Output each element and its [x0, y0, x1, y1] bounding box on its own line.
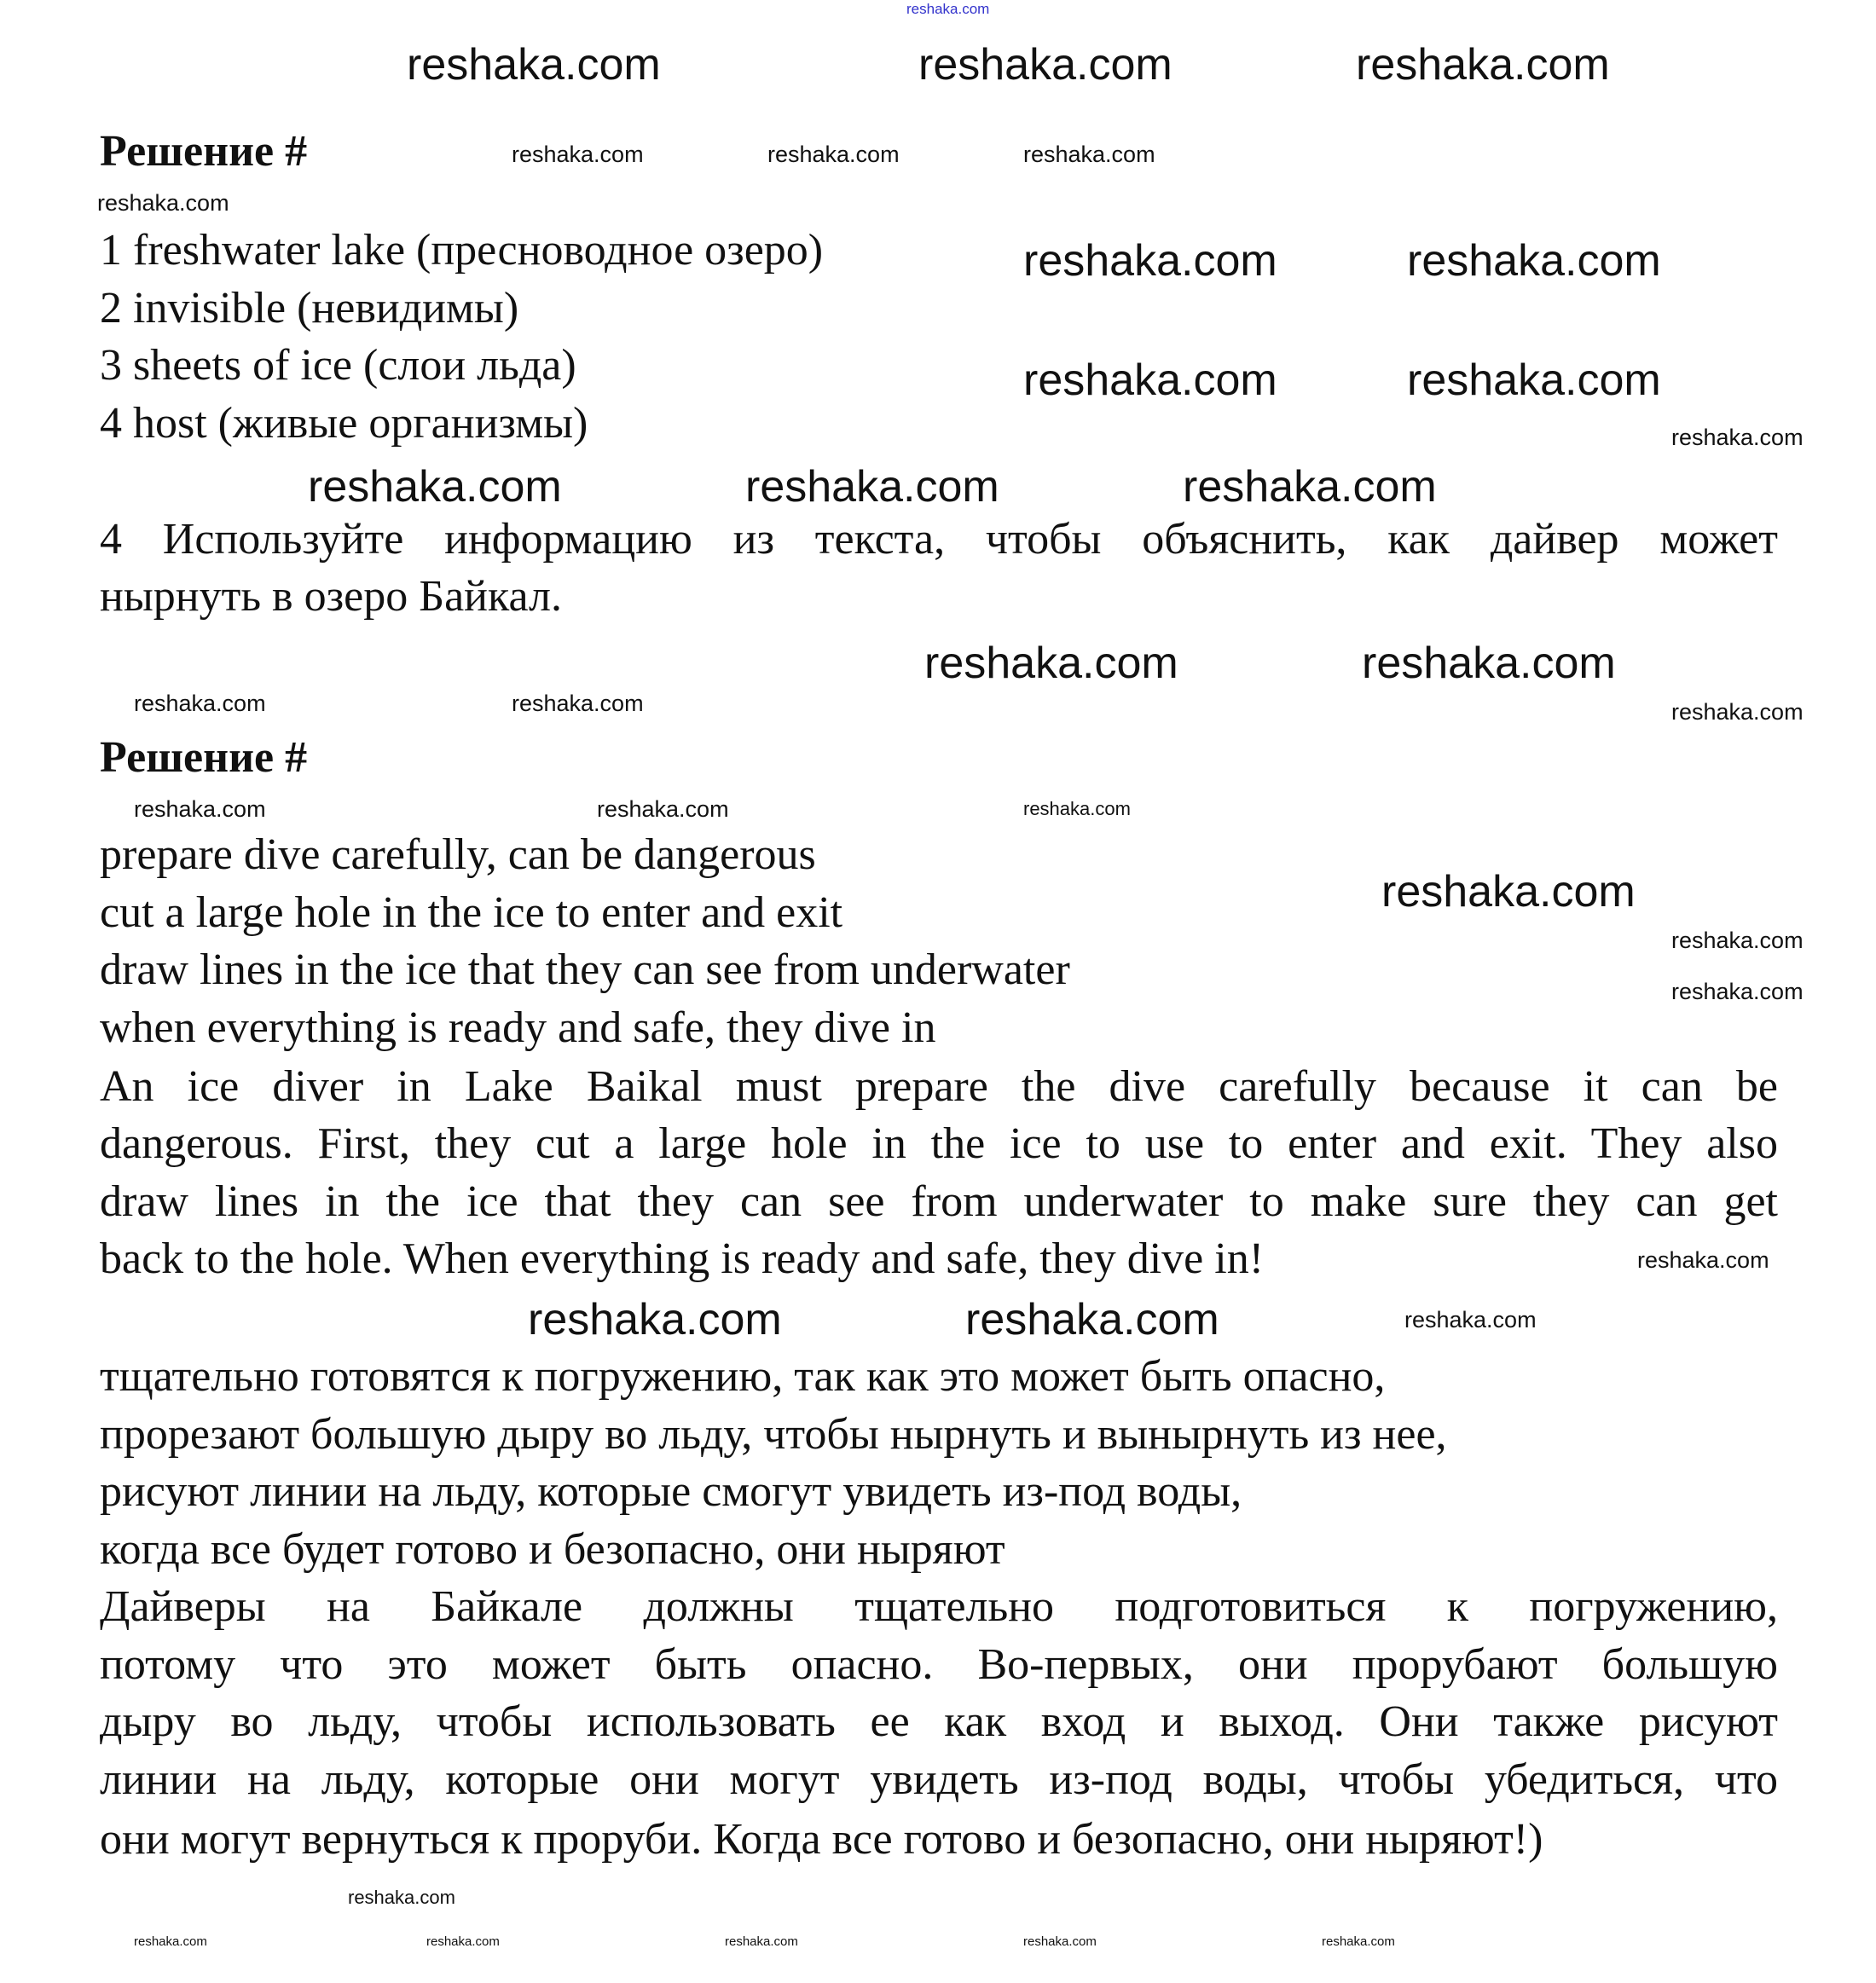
watermark: reshaka.com	[426, 1934, 500, 1949]
paragraph-en-line-4: back to the hole. When everything is ready and safe, they dive in!	[100, 1234, 1265, 1283]
watermark: reshaka.com	[745, 462, 999, 512]
answer-item-4: 4 host (живые организмы)	[100, 399, 588, 448]
solution-heading-2: Решение #	[100, 733, 308, 782]
watermark: reshaka.com	[348, 1887, 455, 1908]
answer-item-3: 3 sheets of ice (слои льда)	[100, 341, 576, 390]
paragraph-ru-line-2: потому что это может быть опасно. Во-первых, они прорубают большую	[100, 1640, 1778, 1689]
watermark: reshaka.com	[767, 142, 900, 167]
paragraph-ru-line-4: линии на льду, которые они могут увидеть из-под воды, чтобы убедиться, что	[100, 1755, 1778, 1804]
watermark: reshaka.com	[134, 691, 266, 716]
site-link[interactable]: reshaka.com	[906, 1, 990, 17]
note-en-2: cut a large hole in the ice to enter and exit	[100, 888, 843, 937]
paragraph-ru-line-1: Дайверы на Байкале должны тщательно подготовиться к погружению,	[100, 1582, 1778, 1631]
paragraph-en-line-1: An ice diver in Lake Baikal must prepare the dive carefully because it can be	[100, 1062, 1778, 1111]
watermark: reshaka.com	[407, 40, 661, 90]
note-ru-1: тщательно готовятся к погружению, так как это может быть опасно,	[100, 1352, 1386, 1401]
watermark: reshaka.com	[924, 639, 1178, 688]
note-en-1: prepare dive carefully, can be dangerous	[100, 830, 816, 879]
watermark: reshaka.com	[1023, 1934, 1097, 1949]
watermark: reshaka.com	[512, 691, 644, 716]
answer-item-2: 2 invisible (невидимы)	[100, 284, 519, 332]
task-line-1: 4 Используйте информацию из текста, чтобы объяснить, как дайвер может	[100, 515, 1778, 564]
watermark: reshaka.com	[918, 40, 1172, 90]
watermark: reshaka.com	[597, 796, 729, 822]
watermark: reshaka.com	[1356, 40, 1610, 90]
watermark: reshaka.com	[97, 190, 229, 216]
paragraph-ru-line-3: дыру во льду, чтобы использовать ее как вход и выход. Они также рисуют	[100, 1697, 1778, 1746]
note-ru-4: когда все будет готово и безопасно, они ныряют	[100, 1525, 1005, 1574]
watermark: reshaka.com	[725, 1934, 798, 1949]
answer-item-1: 1 freshwater lake (пресноводное озеро)	[100, 226, 824, 275]
watermark: reshaka.com	[1183, 462, 1437, 512]
watermark: reshaka.com	[1407, 356, 1661, 405]
solution-heading-1: Решение #	[100, 127, 308, 176]
watermark: reshaka.com	[134, 796, 266, 822]
watermark: reshaka.com	[1671, 979, 1804, 1004]
paragraph-ru-line-5: они могут вернуться к проруби. Когда все готово и безопасно, они ныряют!)	[100, 1815, 1543, 1864]
watermark: reshaka.com	[1023, 798, 1131, 819]
watermark: reshaka.com	[512, 142, 644, 167]
watermark: reshaka.com	[528, 1295, 782, 1344]
watermark: reshaka.com	[1404, 1307, 1537, 1333]
watermark: reshaka.com	[1671, 699, 1804, 725]
watermark: reshaka.com	[1322, 1934, 1395, 1949]
watermark: reshaka.com	[1407, 236, 1661, 286]
note-ru-3: рисуют линии на льду, которые смогут увидеть из-под воды,	[100, 1467, 1242, 1516]
task-line-2: нырнуть в озеро Байкал.	[100, 572, 562, 621]
paragraph-en-line-3: draw lines in the ice that they can see from underwater to make sure they can get	[100, 1177, 1778, 1226]
watermark: reshaka.com	[965, 1295, 1219, 1344]
watermark: reshaka.com	[1381, 867, 1636, 916]
watermark: reshaka.com	[308, 462, 562, 512]
watermark: reshaka.com	[1671, 928, 1804, 953]
paragraph-en-line-2: dangerous. First, they cut a large hole in the ice to use to enter and exit. They also	[100, 1119, 1778, 1168]
watermark: reshaka.com	[1362, 639, 1616, 688]
watermark: reshaka.com	[1023, 236, 1277, 286]
watermark: reshaka.com	[134, 1934, 207, 1949]
watermark: reshaka.com	[1023, 142, 1155, 167]
watermark: reshaka.com	[1671, 425, 1804, 450]
watermark: reshaka.com	[1023, 356, 1277, 405]
note-en-4: when everything is ready and safe, they dive in	[100, 1003, 936, 1052]
note-ru-2: прорезают большую дыру во льду, чтобы нырнуть и вынырнуть из нее,	[100, 1410, 1447, 1459]
note-en-3: draw lines in the ice that they can see from underwater	[100, 945, 1070, 994]
watermark: reshaka.com	[1637, 1247, 1769, 1273]
